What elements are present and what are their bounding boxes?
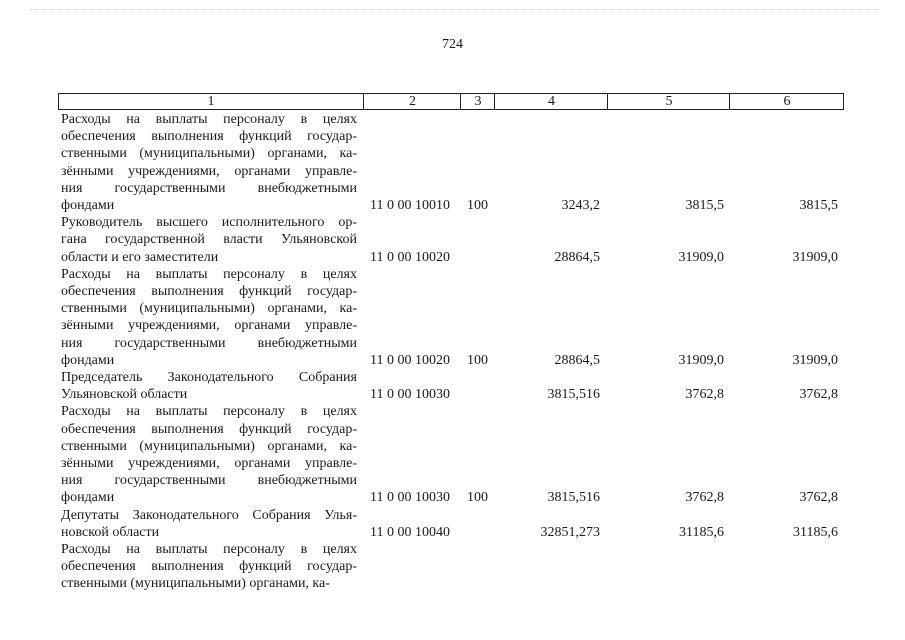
header-col-6: 6 — [729, 94, 844, 109]
description-line: ния государственными внебюджетными — [61, 335, 357, 351]
description-line: Расходы на выплаты персоналу в целях — [61, 266, 357, 282]
description-line: области и его заместители — [61, 249, 219, 265]
row-value-col6: 31185,6 — [793, 524, 838, 540]
table-header — [58, 93, 844, 110]
description-line: ственными (муниципальными) органами, ка- — [61, 438, 357, 454]
description-line: Расходы на выплаты персоналу в целях — [61, 112, 357, 127]
row-code: 11 0 00 10030 — [370, 387, 450, 403]
row-expense-type: 100 — [467, 352, 488, 368]
row-value-col5: 3762,8 — [685, 387, 724, 403]
row-value-col6: 3762,8 — [799, 490, 838, 506]
header-col-3: 3 — [460, 94, 495, 109]
header-col-5: 5 — [607, 94, 730, 109]
description-line: фондами — [61, 490, 115, 506]
row-code: 11 0 00 10030 — [370, 490, 450, 506]
scan-artifact-dots — [30, 9, 880, 11]
row-description — [61, 541, 357, 593]
description-line: новской области — [61, 524, 160, 540]
row-description — [61, 266, 357, 369]
row-value-col4: 3815,516 — [547, 387, 600, 403]
row-value-col4: 28864,5 — [554, 352, 600, 368]
description-line: фондами — [61, 352, 115, 368]
description-line: зёнными учреждениями, органами управле- — [61, 318, 357, 334]
description-line: зёнными учреждениями, органами управле- — [61, 163, 357, 179]
row-value-col4: 3815,516 — [547, 490, 600, 506]
row-value-col5: 3815,5 — [685, 198, 724, 213]
description-line: Расходы на выплаты персоналу в целях — [61, 404, 357, 420]
row-code: 11 0 00 10040 — [370, 524, 450, 540]
row-description — [61, 111, 357, 214]
description-line: обеспечения выполнения функций государ- — [61, 129, 357, 145]
description-line: зёнными учреждениями, органами управле- — [61, 456, 357, 471]
description-line: ния государственными внебюджетными — [61, 180, 357, 196]
description-line: ственными (муниципальными) органами, ка- — [61, 301, 357, 317]
row-expense-type: 100 — [467, 198, 488, 213]
description-line: ния государственными внебюджетными — [61, 473, 357, 489]
description-line: фондами — [61, 198, 115, 214]
description-line: Председатель Законодательного Собрания — [61, 370, 357, 385]
row-value-col5: 31909,0 — [678, 352, 724, 368]
description-line: Ульяновской области — [61, 387, 188, 403]
description-line: Расходы на выплаты персоналу в целях — [61, 542, 357, 557]
row-code: 11 0 00 10010 — [370, 198, 450, 213]
row-description — [61, 369, 357, 403]
row-value-col4: 28864,5 — [554, 249, 600, 265]
description-line: ственными (муниципальными) органами, ка- — [61, 146, 357, 162]
row-value-col4: 3243,2 — [561, 198, 600, 213]
row-value-col5: 3762,8 — [685, 490, 724, 506]
description-line: ственными (муниципальными) органами, ка- — [61, 576, 330, 592]
row-value-col5: 31909,0 — [678, 249, 724, 265]
row-value-col6: 31909,0 — [792, 352, 838, 368]
header-col-2: 2 — [363, 94, 461, 109]
description-line: Депутаты Законодательного Собрания Улья- — [61, 507, 357, 523]
row-expense-type: 100 — [467, 490, 488, 506]
row-value-col6: 31909,0 — [792, 249, 838, 265]
row-code: 11 0 00 10020 — [370, 249, 450, 265]
row-description — [61, 507, 357, 541]
description-line: обеспечения выполнения функций государ- — [61, 559, 357, 575]
row-code: 11 0 00 10020 — [370, 352, 450, 368]
row-value-col4: 32851,273 — [540, 524, 600, 540]
description-line: гана государственной власти Ульяновской — [61, 232, 357, 248]
header-col-4: 4 — [494, 94, 608, 109]
row-description — [61, 214, 357, 266]
description-line: обеспечения выполнения функций государ- — [61, 421, 357, 437]
page-number: 724 — [442, 37, 463, 52]
description-line: обеспечения выполнения функций государ- — [61, 284, 357, 299]
row-value-col6: 3815,5 — [799, 198, 838, 213]
header-col-1: 1 — [207, 94, 215, 109]
row-value-col6: 3762,8 — [799, 387, 838, 403]
row-value-col5: 31185,6 — [679, 524, 724, 540]
description-line: Руководитель высшего исполнительного ор- — [61, 215, 357, 231]
row-description — [61, 403, 357, 506]
